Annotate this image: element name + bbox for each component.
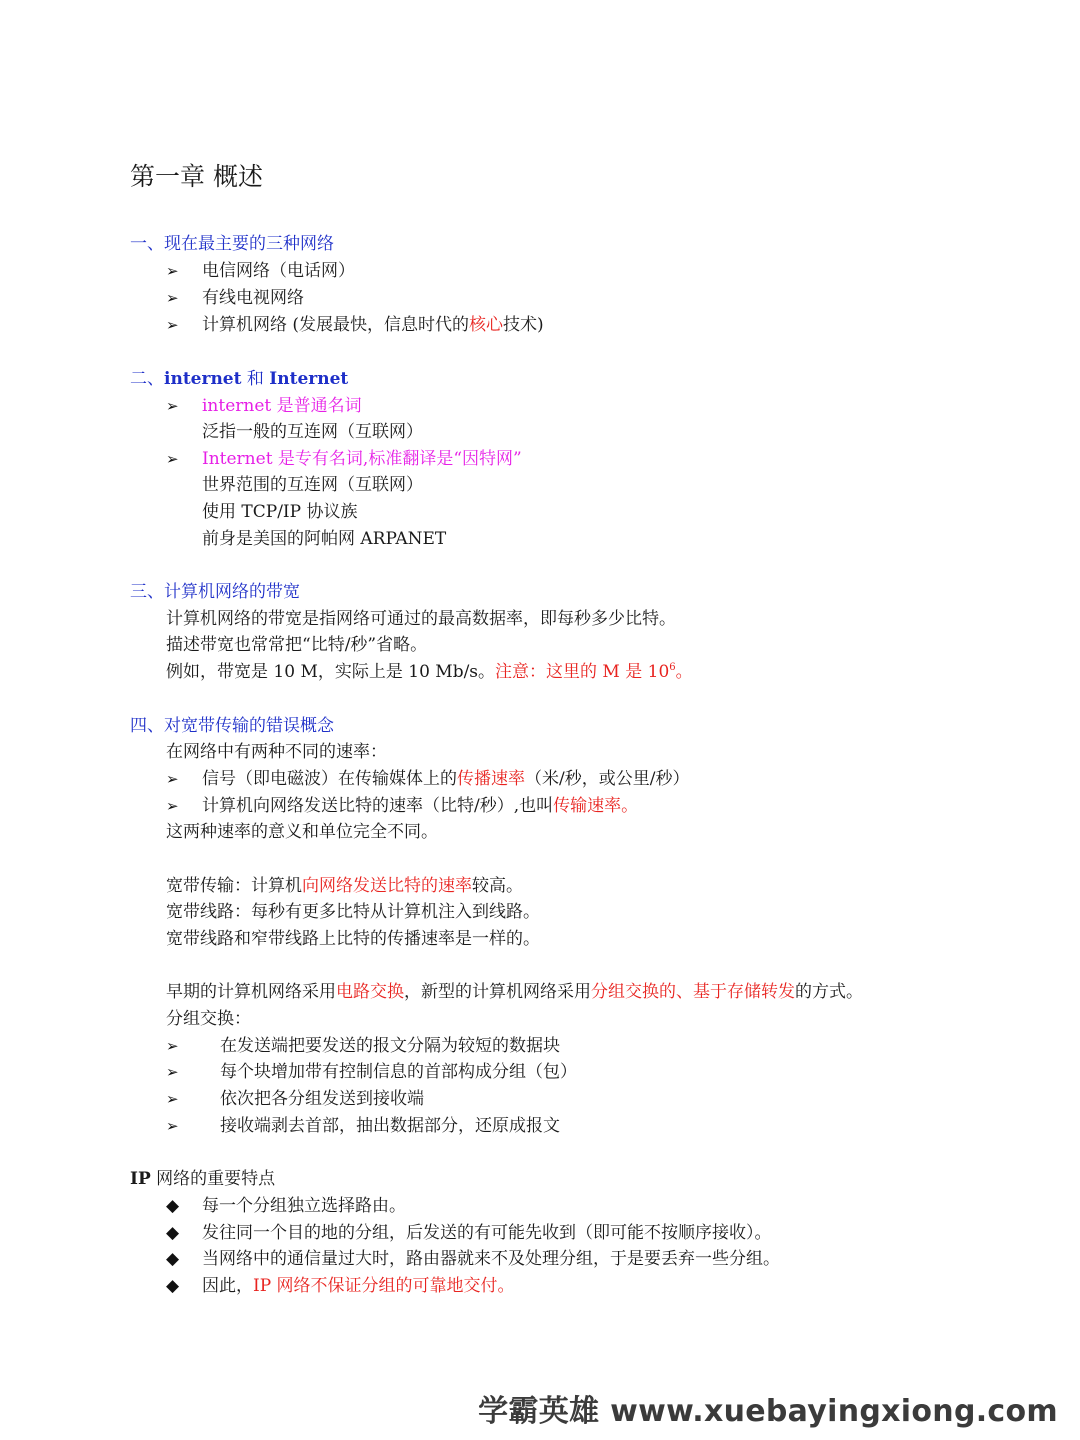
arrow-bullet-icon: ➢ [166, 1117, 179, 1135]
arrow-bullet-icon: ➢ [166, 397, 179, 415]
s3-paragraph-1: 计算机网络的带宽是指网络可通过的最高数据率，即每秒多少比特。 [166, 609, 676, 629]
s4-packet-step-3: 依次把各分组发送到接收端 [220, 1089, 424, 1109]
section-2-heading: 二、internet 和 Internet [130, 369, 349, 389]
ip-heading: IP 网络的重要特点 [130, 1169, 276, 1189]
chapter-title: 第一章 概述 [130, 162, 263, 191]
s2-Internet-desc-2: 使用 TCP/IP 协议族 [202, 502, 358, 522]
section-4-heading: 四、对宽带传输的错误概念 [130, 716, 334, 736]
diamond-bullet-icon: ◆ [166, 1196, 180, 1216]
s4-broadband-3: 宽带线路和窄带线路上比特的传播速率是一样的。 [166, 929, 540, 949]
diamond-bullet-icon: ◆ [166, 1249, 180, 1269]
s2-Internet-desc-1: 世界范围的互连网（互联网） [202, 475, 423, 495]
ip-feature-2: 发往同一个目的地的分组，后发送的有可能先收到（即可能不按顺序接收）。 [202, 1223, 772, 1243]
s3-paragraph-3: 例如，带宽是 10 M，实际上是 10 Mb/s。注意：这里的 M 是 $10^6$。 [166, 662, 693, 682]
arrow-bullet-icon: ➢ [166, 316, 179, 334]
arrow-bullet-icon: ➢ [166, 797, 179, 815]
arrow-bullet-icon: ➢ [166, 450, 179, 468]
s1-item-1: 电信网络（电话网） [202, 261, 355, 281]
s1-item-2: 有线电视网络 [202, 288, 304, 308]
s2-term-internet: internet 是普通名词 [202, 396, 362, 416]
s3-paragraph-2: 描述带宽也常常把“比特/秒”省略。 [166, 635, 428, 655]
s4-early-networks: 早期的计算机网络采用电路交换，新型的计算机网络采用分组交换的、基于存储转发的方式。 [166, 982, 863, 1002]
ip-feature-4: 因此，IP 网络不保证分组的可靠地交付。 [202, 1276, 515, 1296]
section-3-heading: 三、计算机网络的带宽 [130, 582, 300, 602]
s2-internet-desc: 泛指一般的互连网（互联网） [202, 422, 423, 442]
s4-broadband-2: 宽带线路：每秒有更多比特从计算机注入到线路。 [166, 902, 540, 922]
s4-close: 这两种速率的意义和单位完全不同。 [166, 822, 438, 842]
s4-packet-step-4: 接收端剥去首部，抽出数据部分，还原成报文 [220, 1116, 560, 1136]
s2-Internet-desc-3: 前身是美国的阿帕网 ARPANET [202, 529, 447, 549]
arrow-bullet-icon: ➢ [166, 1090, 179, 1108]
arrow-bullet-icon: ➢ [166, 262, 179, 280]
watermark: 学霸英雄 www.xuebayingxiong.com [478, 1394, 1058, 1429]
section-1-heading: 一、现在最主要的三种网络 [130, 234, 334, 254]
ip-feature-3: 当网络中的通信量过大时，路由器就来不及处理分组，于是要丢弃一些分组。 [202, 1249, 780, 1269]
s4-packet-title: 分组交换： [166, 1009, 251, 1029]
arrow-bullet-icon: ➢ [166, 770, 179, 788]
s2-term-Internet: Internet 是专有名词,标准翻译是“因特网” [202, 449, 522, 469]
ip-feature-1: 每一个分组独立选择路由。 [202, 1196, 406, 1216]
s4-rate-1: 信号（即电磁波）在传输媒体上的传播速率（米/秒，或公里/秒） [202, 769, 690, 789]
s4-packet-step-2: 每个块增加带有控制信息的首部构成分组（包） [220, 1062, 577, 1082]
s4-rate-2: 计算机向网络发送比特的速率（比特/秒）,也叫传输速率。 [202, 796, 639, 816]
arrow-bullet-icon: ➢ [166, 289, 179, 307]
diamond-bullet-icon: ◆ [166, 1223, 180, 1243]
s4-packet-step-1: 在发送端把要发送的报文分隔为较短的数据块 [220, 1036, 560, 1056]
s1-item-3: 计算机网络 (发展最快，信息时代的核心技术) [202, 315, 544, 335]
diamond-bullet-icon: ◆ [166, 1276, 180, 1296]
s4-broadband-1: 宽带传输：计算机向网络发送比特的速率较高。 [166, 876, 523, 896]
s4-intro: 在网络中有两种不同的速率： [166, 742, 387, 762]
arrow-bullet-icon: ➢ [166, 1037, 179, 1055]
arrow-bullet-icon: ➢ [166, 1063, 179, 1081]
